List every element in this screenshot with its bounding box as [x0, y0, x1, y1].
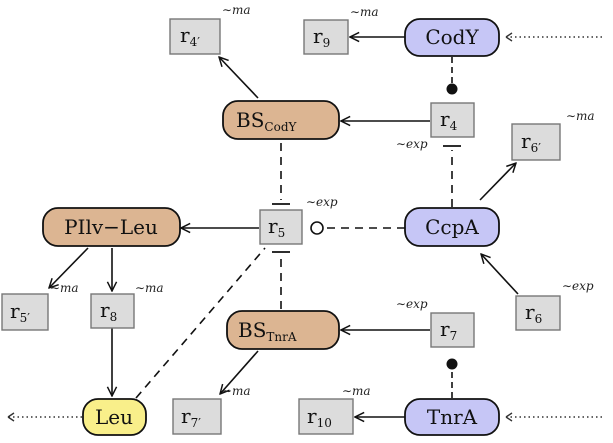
node-ccpa-label: CcpA: [425, 215, 479, 239]
annotation-r8: ∼ma: [135, 281, 164, 295]
annotation-r7: ∼exp: [396, 297, 428, 311]
ccpa-r5-open-circle-icon: [311, 222, 323, 234]
reaction-r9-label: $r_9$: [313, 24, 331, 50]
annotation-r5: ∼exp: [306, 195, 338, 209]
reaction-r6-prime[interactable]: [512, 124, 560, 160]
reaction-r6[interactable]: [516, 296, 560, 330]
reaction-r5-label: $r_5$: [268, 214, 286, 240]
edge-r6-ccpa: [481, 254, 518, 294]
node-cody[interactable]: [405, 19, 499, 56]
annotation-r9: ∼ma: [350, 5, 379, 19]
annotation-r6-prime: ∼ma: [566, 109, 595, 123]
edge-bscody-r4p: [219, 57, 258, 98]
reaction-r9[interactable]: [304, 20, 348, 54]
reaction-r7-prime-label: $r_{7'}$: [181, 404, 201, 430]
annotation-r7-prime: ∼ma: [222, 384, 251, 398]
annotation-r10: ∼ma: [342, 384, 371, 398]
reaction-r10-label: $r_{10}$: [307, 404, 332, 430]
cody-r4-dot-icon: [447, 84, 458, 95]
node-pilv-leu[interactable]: [43, 208, 180, 246]
node-cody-label: CodY: [425, 25, 479, 49]
annotation-r5-prime: ∼ma: [50, 281, 79, 295]
edge-ccpa-r6p: [480, 163, 516, 200]
reaction-r4-prime[interactable]: [170, 19, 220, 54]
node-tnra-label: TnrA: [426, 405, 478, 429]
reaction-r5-prime[interactable]: [2, 294, 48, 330]
reaction-r6-prime-label: $r_{6'}$: [521, 129, 541, 155]
annotation-r4: ∼exp: [396, 137, 428, 151]
reaction-r4[interactable]: [431, 103, 474, 137]
annotation-r6: ∼exp: [562, 279, 594, 293]
node-tnra[interactable]: [405, 399, 499, 435]
reaction-r4-label: $r_4$: [440, 107, 458, 133]
reaction-r7[interactable]: [431, 313, 474, 347]
annotation-r4-prime: ∼ma: [222, 3, 251, 17]
node-bs-tnra-label: $BS_{TnrA}$: [238, 318, 297, 344]
reaction-r6-label: $r_6$: [525, 300, 543, 326]
node-bs-cody[interactable]: [223, 101, 339, 139]
reaction-r4-prime-label: $r_{4'}$: [180, 23, 200, 49]
reaction-r8[interactable]: [91, 294, 134, 328]
reaction-r5[interactable]: [260, 210, 302, 244]
tnra-r7-dot-icon: [447, 359, 458, 370]
reaction-r7-label: $r_7$: [440, 317, 458, 343]
nodes: [2, 19, 560, 435]
reaction-r8-label: $r_8$: [100, 298, 118, 324]
node-leu-label: Leu: [95, 405, 133, 429]
reaction-r7-prime[interactable]: [173, 399, 221, 434]
node-pilv-leu-label: PIlv−Leu: [64, 215, 158, 239]
node-bs-tnra[interactable]: [227, 311, 339, 349]
node-bs-cody-label: $BS_{CodY}$: [236, 108, 297, 134]
node-ccpa[interactable]: [405, 208, 499, 246]
node-leu[interactable]: [83, 399, 146, 435]
reaction-r5-prime-label: $r_{5'}$: [10, 299, 30, 325]
reaction-r10[interactable]: [299, 399, 353, 434]
